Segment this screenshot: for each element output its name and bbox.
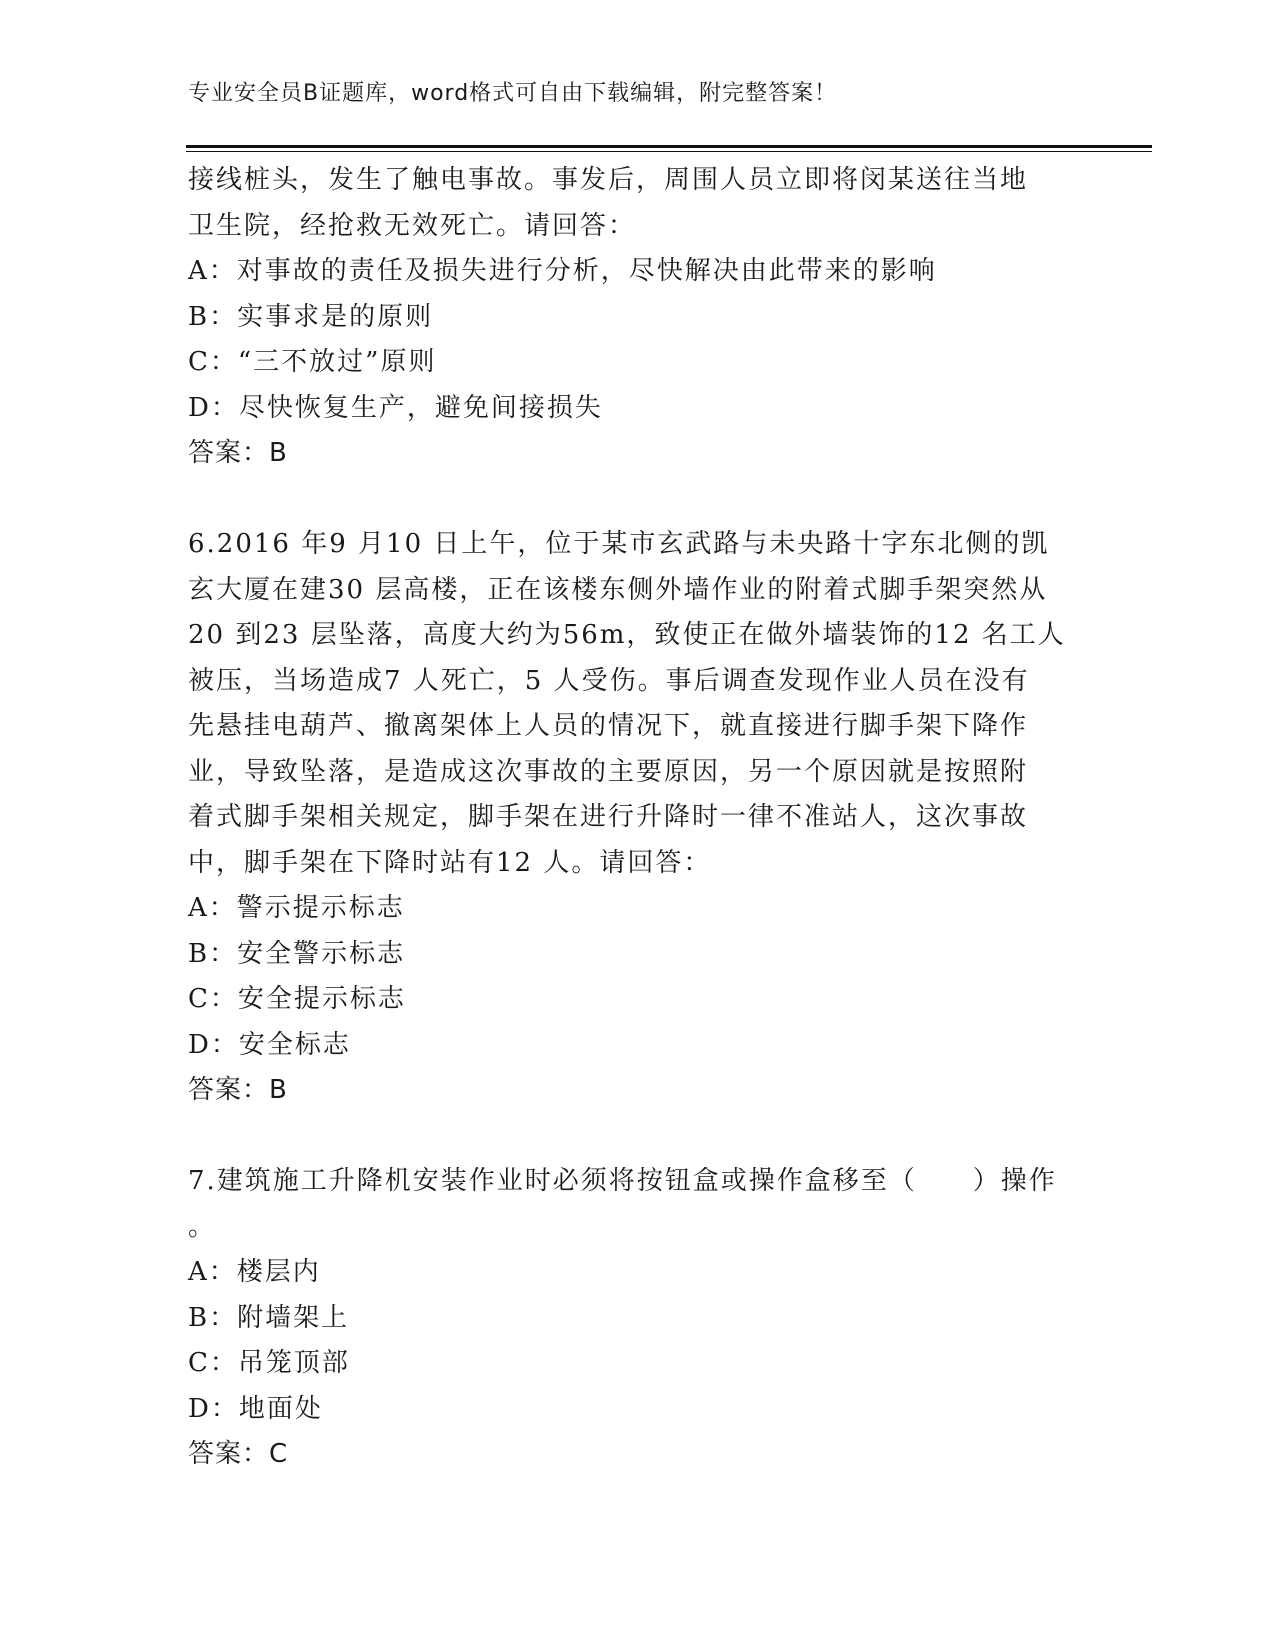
header-rule-thin (186, 151, 1152, 152)
answer: 答案：B (188, 438, 288, 468)
question-stem-line: 着式脚手架相关规定，脚手架在进行升降时一律不准站人，这次事故 (188, 802, 1029, 832)
question-7 (188, 1159, 1088, 1478)
question-5 (188, 158, 1088, 477)
answer: 答案：C (188, 1439, 289, 1469)
option-a: A：对事故的责任及损失进行分析，尽快解决由此带来的影响 (188, 256, 937, 286)
question-stem-line: 卫生院，经抢救无效死亡。请回答： (188, 210, 637, 241)
question-stem-line: 玄大厦在建30 层高楼，正在该楼东侧外墙作业的附着式脚手架突然从 (188, 574, 1048, 605)
question-stem-line: 中，脚手架在下降时站有12 人。请回答： (188, 847, 712, 878)
option-b: B：实事求是的原则 (188, 301, 434, 332)
option-a: A：楼层内 (188, 1257, 321, 1287)
option-d: D：地面处 (188, 1393, 323, 1424)
question-stem-line: 被压，当场造成7 人死亡，5 人受伤。事后调查发现作业人员在没有 (188, 665, 1030, 696)
question-stem-line: 6.2016 年9 月10 日上午，位于某市玄武路与未央路十字东北侧的凯 (188, 529, 1050, 559)
question-stem-line: 先悬挂电葫芦、撤离架体上人员的情况下，就直接进行脚手架下降作 (188, 711, 1029, 741)
option-d: D：尽快恢复生产，避免间接损失 (188, 392, 603, 423)
header-rule-thick (186, 145, 1152, 148)
question-stem-line: 20 到23 层坠落，高度大约为56m，致使正在做外墙装饰的12 名工人 (188, 620, 1066, 650)
question-6 (188, 522, 1088, 1114)
spacer (188, 1114, 1088, 1160)
answer: 答案：B (188, 1075, 288, 1105)
option-a: A：警示提示标志 (188, 893, 405, 923)
question-stem-line: 。 (188, 1211, 217, 1242)
option-d: D：安全标志 (188, 1029, 351, 1060)
option-c: C：吊笼顶部 (188, 1348, 350, 1378)
question-stem-line: 7.建筑施工升降机安装作业时必须将按钮盒或操作盒移至（ ）操作 (188, 1166, 1057, 1196)
option-c: C：安全提示标志 (188, 984, 406, 1014)
spacer (188, 477, 1088, 523)
option-c: C：“三不放过”原则 (188, 347, 437, 377)
page-header: 专业安全员B证题库，word格式可自由下载编辑，附完整答案！ (188, 81, 838, 106)
option-b: B：附墙架上 (188, 1302, 350, 1333)
option-b: B：安全警示标志 (188, 938, 406, 969)
question-stem-line: 业，导致坠落，是造成这次事故的主要原因，另一个原因就是按照附 (188, 756, 1029, 787)
question-stem-line: 接线桩头，发生了触电事故。事发后，周围人员立即将闵某送往当地 (188, 165, 1029, 195)
document-body (188, 158, 1088, 1478)
